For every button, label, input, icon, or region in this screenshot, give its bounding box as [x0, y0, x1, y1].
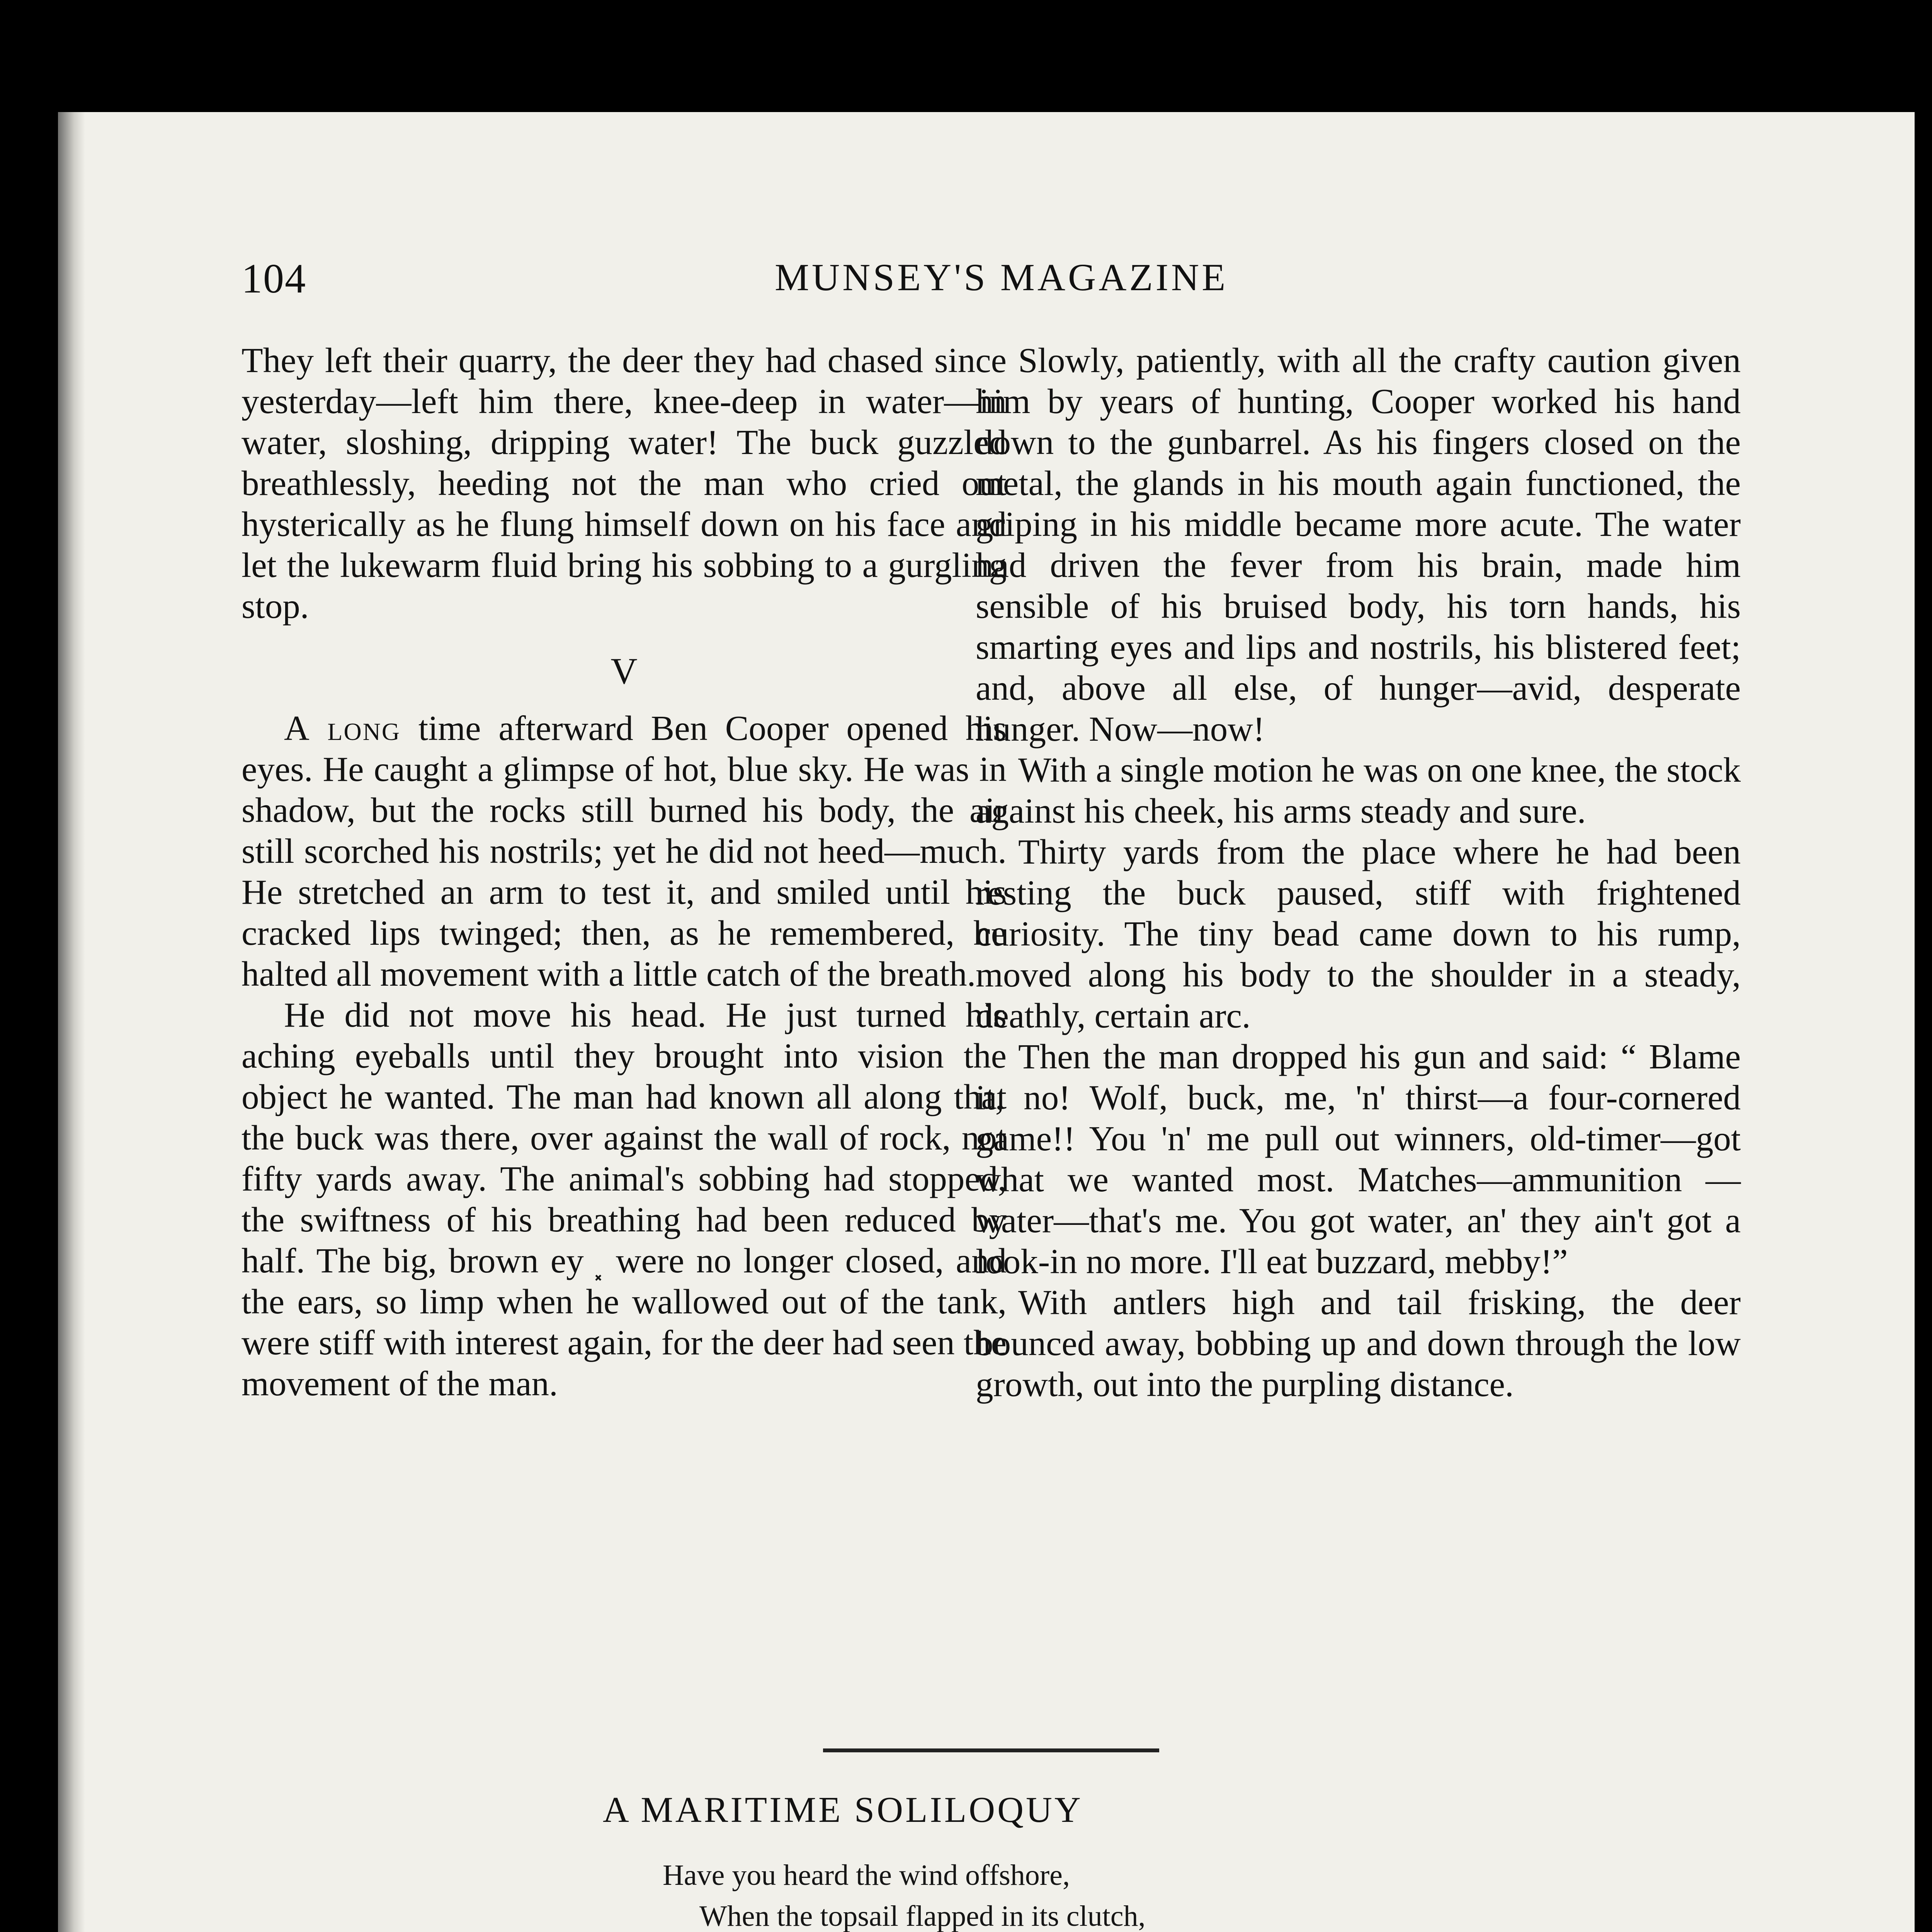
poem-title: A MARITIME SOLILOQUY	[603, 1790, 1083, 1830]
page-number: 104	[242, 256, 306, 302]
story-column-right	[976, 340, 1741, 1405]
poem-body	[663, 1855, 1590, 1932]
running-head	[242, 255, 1748, 309]
poem-line: Have you heard the wind offshore,	[663, 1859, 1070, 1891]
story-paragraph: With a single motion he was on one knee, the stock against his cheek, his arms steady and sure.	[976, 750, 1741, 830]
story-paragraph	[242, 708, 1007, 995]
page-gutter-shadow	[58, 112, 85, 1932]
poem-line: When the topsail flapped in its clutch,	[699, 1900, 1146, 1932]
binding-edge	[1915, 89, 1932, 1932]
magazine-title: MUNSEY'S MAGAZINE	[775, 256, 1228, 299]
story-paragraph: They left their quarry, the deer they had chased since yesterday—left him there, knee-deep in water—in water, sloshing, dripping water! The buck guzzled breathlessly, heeding not the man who cried out hysterically as he flung himself down on his face and let the lukewarm fluid bring his sobbing to a gurgling stop.	[242, 341, 1007, 626]
story-paragraph: With antlers high and tail frisking, the deer bounced away, bobbing up and down through the low growth, out into the purpling distance.	[976, 1283, 1741, 1404]
story-paragraph: He did not move his head. He just turned his aching eyeballs until they brought into vision the object he wanted. The man had known all along that the buck was there, over against the wall of rock, not fifty yards away. The animal's sobbing had stopped, the swiftness of his breathing had been reduced by half. The big, brown ey ⸼ were no longer closed, and the ears, so limp when he wallowed out of the tank, were stiff with interest again, for the deer had seen the movement of the man.	[242, 995, 1007, 1403]
poem-stanza	[663, 1855, 1590, 1932]
section-numeral: V	[611, 650, 638, 692]
story-paragraph: Thirty yards from the place where he had been resting the buck paused, stiff with frightened curiosity. The tiny bead came down to his rump, moved along his body to the shoulder in a steady, deathly, certain arc.	[976, 832, 1741, 1035]
story-paragraph: Slowly, patiently, with all the crafty caution given him by years of hunting, Cooper worked his hand down to the gunbarrel. As his fingers closed on the metal, the glands in his mouth again functioned, the griping in his middle became more acute. The water had driven the fever from his brain, made him sensible of his bruised body, his torn hands, his smarting eyes and lips and nostrils, his blistered feet; and, above all else, of hunger—avid, desperate hunger. Now—now!	[976, 341, 1741, 748]
paragraph-text: time afterward Ben Cooper opened his eyes. He caught a glimpse of hot, blue sky. He was in shadow, but the rocks still burned his body, the air still scorched his nostrils; yet he did not heed—much. He stretched an arm to test it, and smiled until his cracked lips twinged; then, as he remembered, he halted all movement with a little catch of the breath.	[242, 709, 1007, 993]
section-divider-rule	[823, 1748, 1159, 1752]
story-column-left	[242, 340, 1007, 1404]
drop-lead-words: A long	[284, 709, 401, 748]
story-paragraph: Then the man dropped his gun and said: “ Blame it, no! Wolf, buck, me, 'n' thirst—a four-cornered game!! You 'n' me pull out winners, old-timer—got what we wanted most. Matches—ammunition —water—that's me. You got water, an' they ain't got a look-in no more. I'll eat buzzard, mebby!”	[976, 1037, 1741, 1281]
